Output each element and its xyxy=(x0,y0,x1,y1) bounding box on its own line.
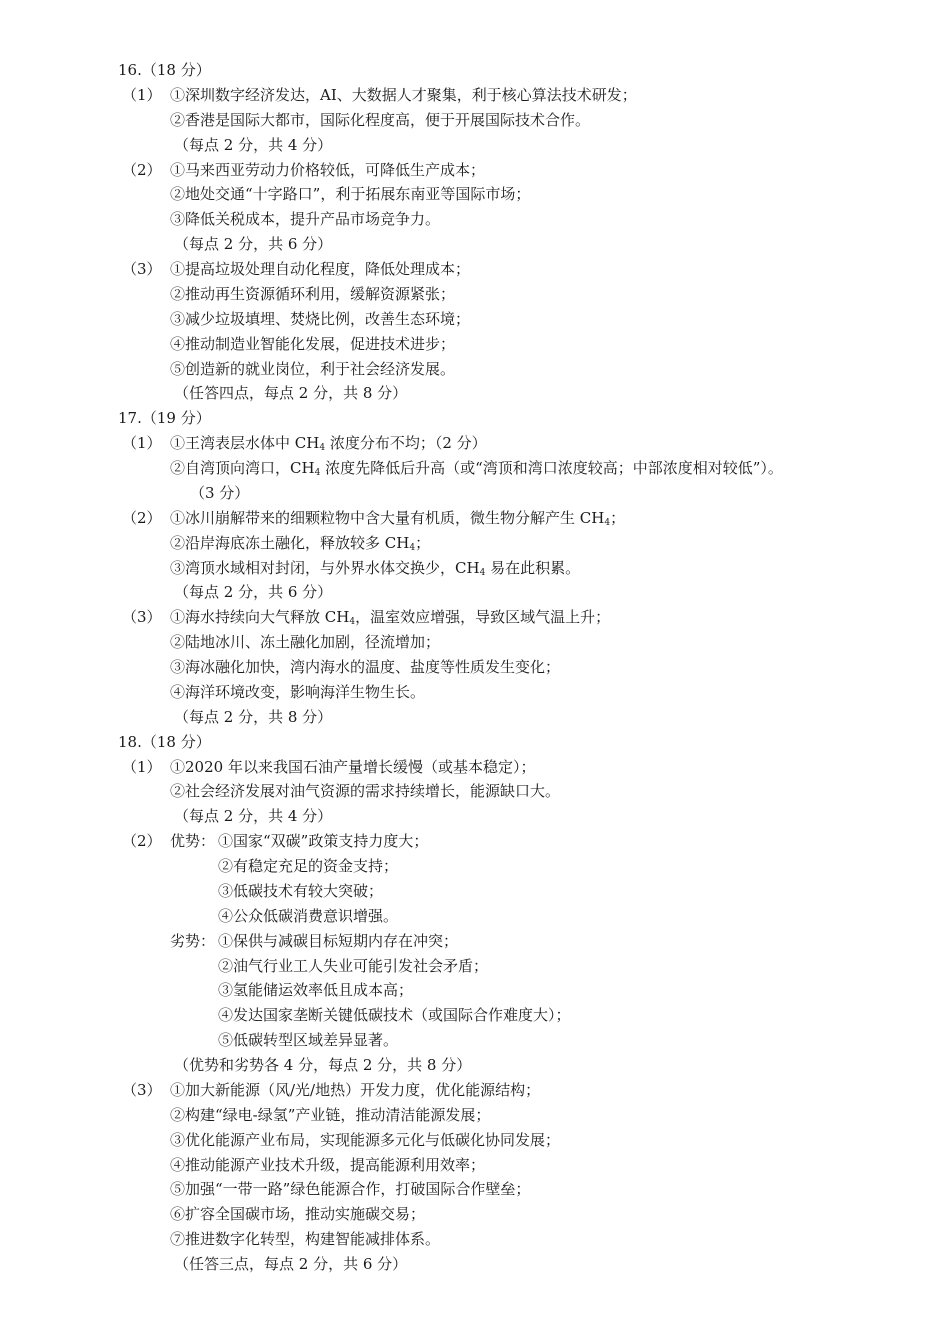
answer-item: ⑦推进数字化转型，构建智能减排体系。 xyxy=(170,1230,441,1249)
answer-item: ②地处交通“十字路口”，利于拓展东南亚等国际市场； xyxy=(170,185,531,204)
question-score: （18 分） xyxy=(141,732,211,751)
question-number: 16. xyxy=(118,61,142,79)
answer-item: ④推动能源产业技术升级，提高能源利用效率； xyxy=(170,1155,486,1174)
answer-text: 浓度先降低后升高（或“湾顶和湾口浓度较高；中部浓度相对较低”）。 xyxy=(320,459,783,477)
answer-item: ③优化能源产业布局，实现能源多元化与低碳化协同发展； xyxy=(170,1130,561,1149)
answer-text: ①王湾表层水体中 CH xyxy=(170,434,320,453)
scoring-note: （每点 2 分，共 8 分） xyxy=(174,707,333,726)
answer-text: ②沿岸海底冻土融化，释放较多 CH xyxy=(170,533,410,552)
subscript: 4 xyxy=(604,517,611,528)
question-score: （18 分） xyxy=(141,61,211,79)
scoring-note: （任答四点，每点 2 分，共 8 分） xyxy=(174,384,408,403)
question-18-title xyxy=(118,730,918,755)
q18-part2-adv-item1 xyxy=(118,829,918,854)
q18-part2-dis-item3 xyxy=(118,978,918,1003)
answer-text: ②自湾顶向湾口，CH xyxy=(170,459,315,477)
q16-part1-scoring xyxy=(118,133,918,158)
answer-item: ②构建“绿电-绿氢”产业链，推动清洁能源发展； xyxy=(170,1105,491,1124)
part-label: （1） xyxy=(122,757,162,776)
answer-text: 浓度分布不均；（2 分） xyxy=(325,434,487,453)
part-label: （3） xyxy=(122,1080,162,1099)
q17-part3-scoring xyxy=(118,705,918,730)
part-label: （1） xyxy=(122,85,162,104)
question-score: （19 分） xyxy=(141,409,211,428)
subscript: 4 xyxy=(319,443,326,454)
disadvantages-label: 劣势： xyxy=(170,931,216,950)
q17-part3-item3 xyxy=(118,655,918,680)
q18-part2-dis-item2 xyxy=(118,954,918,979)
answer-item: ⑥扩容全国碳市场，推动实施碳交易； xyxy=(170,1205,426,1224)
part-label: （3） xyxy=(122,608,162,627)
scoring-note: （每点 2 分，共 6 分） xyxy=(174,235,333,254)
q18-part2-scoring xyxy=(118,1053,918,1078)
q18-part2-dis-item1 xyxy=(118,929,918,954)
answer-item: ①保供与减碳目标短期内存在冲突； xyxy=(218,931,459,950)
q18-part3-item2 xyxy=(118,1103,918,1128)
q16-part3-item4 xyxy=(118,332,918,357)
answer-item: ⑤加强“一带一路”绿色能源合作，打破国际合作壁垒； xyxy=(170,1180,531,1199)
part-label: （2） xyxy=(122,832,162,851)
answer-item: ②油气行业工人失业可能引发社会矛盾； xyxy=(218,956,489,975)
scoring-note: （每点 2 分，共 6 分） xyxy=(174,583,333,602)
advantages-label: 优势： xyxy=(170,832,216,851)
answer-text: ①海水持续向大气释放 CH xyxy=(170,608,350,627)
q18-part3-item3 xyxy=(118,1128,918,1153)
q18-part2-dis-item5 xyxy=(118,1028,918,1053)
q16-part2-item2 xyxy=(118,182,918,207)
answer-item: ①加大新能源（风/光/地热）开发力度，优化能源结构； xyxy=(170,1080,541,1099)
q18-part1-scoring xyxy=(118,804,918,829)
part-label: （2） xyxy=(122,160,162,179)
q17-part3-item4 xyxy=(118,680,918,705)
answer-item: ②社会经济发展对油气资源的需求持续增长，能源缺口大。 xyxy=(170,782,561,801)
answer-item: ①提高垃圾处理自动化程度，降低处理成本； xyxy=(170,260,471,278)
answer-text: ①冰川崩解带来的细颗粒物中含大量有机质，微生物分解产生 CH xyxy=(170,508,605,527)
subscript: 4 xyxy=(349,617,356,628)
answer-item: ③减少垃圾填埋、焚烧比例，改善生态环境； xyxy=(170,309,471,328)
answer-text: ； xyxy=(415,533,431,552)
answer-item: ①国家“双碳”政策支持力度大； xyxy=(218,832,429,851)
answer-text: ③海冰融化加快，湾内海水的温度、盐度等性质发生变化； xyxy=(170,658,561,676)
q17-part1-item2 xyxy=(118,456,918,481)
q17-part3-item1 xyxy=(118,605,918,630)
q17-part2-item2 xyxy=(118,531,918,556)
q17-part3-item2 xyxy=(118,630,918,655)
q18-part3-item7 xyxy=(118,1227,918,1252)
q16-part2-item1 xyxy=(118,158,918,183)
q17-part1-item1 xyxy=(118,431,918,456)
scoring-note: （每点 2 分，共 4 分） xyxy=(174,135,333,154)
q16-part2-scoring xyxy=(118,232,918,257)
q16-part2-item3 xyxy=(118,207,918,232)
answer-text: ②陆地冰川、冻土融化加剧，径流增加； xyxy=(170,633,441,652)
answer-text: ④海洋环境改变，影响海洋生物生长。 xyxy=(170,682,426,701)
scoring-note: （优势和劣势各 4 分，每点 2 分，共 8 分） xyxy=(174,1056,472,1074)
q18-part3-scoring xyxy=(118,1252,918,1277)
answer-item: ④发达国家垄断关键低碳技术（或国际合作难度大）； xyxy=(218,1006,571,1025)
subscript: 4 xyxy=(314,468,321,478)
q18-part2-adv-item2 xyxy=(118,854,918,879)
q18-part1-item1 xyxy=(118,755,918,780)
answer-item: ②推动再生资源循环利用，缓解资源紧张； xyxy=(170,284,456,303)
answer-item: ④公众低碳消费意识增强。 xyxy=(218,906,399,925)
q18-part1-item2 xyxy=(118,779,918,804)
q18-part3-item5 xyxy=(118,1177,918,1202)
answer-document xyxy=(118,58,918,1277)
scoring-note: （每点 2 分，共 4 分） xyxy=(174,807,333,826)
part-label: （3） xyxy=(122,260,162,278)
q16-part1-item1 xyxy=(118,83,918,108)
answer-item: ③氢能储运效率低且成本高； xyxy=(218,981,414,1000)
answer-item: ②有稳定充足的资金支持； xyxy=(218,857,399,875)
scoring-note: （3 分） xyxy=(190,483,250,502)
q16-part3-item5 xyxy=(118,357,918,382)
question-number: 18. xyxy=(118,732,142,751)
q17-part2-item3 xyxy=(118,556,918,581)
part-label: （1） xyxy=(122,434,162,453)
q16-part3-item3 xyxy=(118,307,918,332)
question-17-title xyxy=(118,406,918,431)
answer-item: ②香港是国际大都市，国际化程度高，便于开展国际技术合作。 xyxy=(170,110,591,129)
answer-text: ③湾顶水域相对封闭，与外界水体交换少，CH xyxy=(170,558,480,577)
q16-part3-item2 xyxy=(118,282,918,307)
answer-item: ④推动制造业智能化发展，促进技术进步； xyxy=(170,334,456,353)
answer-text: ； xyxy=(610,508,626,527)
answer-item: ①2020 年以来我国石油产量增长缓慢（或基本稳定）； xyxy=(170,757,536,776)
q16-part3-scoring xyxy=(118,381,918,406)
question-number: 17. xyxy=(118,409,142,428)
q18-part2-adv-item3 xyxy=(118,879,918,904)
q17-part2-scoring xyxy=(118,580,918,605)
subscript: 4 xyxy=(409,542,416,553)
q17-part1-extra-score xyxy=(118,481,918,506)
answer-item: ③低碳技术有较大突破； xyxy=(218,881,384,900)
answer-text: ，温室效应增强，导致区域气温上升； xyxy=(355,608,611,627)
q18-part3-item1 xyxy=(118,1078,918,1103)
q18-part3-item4 xyxy=(118,1153,918,1178)
answer-item: ③降低关税成本，提升产品市场竞争力。 xyxy=(170,210,441,229)
q18-part2-dis-item4 xyxy=(118,1003,918,1028)
answer-text: 易在此积累。 xyxy=(485,558,581,577)
q16-part1-item2 xyxy=(118,108,918,133)
part-label: （2） xyxy=(122,508,162,527)
answer-item: ⑤创造新的就业岗位，利于社会经济发展。 xyxy=(170,359,456,378)
subscript: 4 xyxy=(479,567,486,578)
q18-part2-adv-item4 xyxy=(118,904,918,929)
q17-part2-item1 xyxy=(118,506,918,531)
answer-item: ①深圳数字经济发达，AI、大数据人才聚集，利于核心算法技术研发； xyxy=(170,85,637,104)
answer-item: ①马来西亚劳动力价格较低，可降低生产成本； xyxy=(170,160,486,179)
scoring-note: （任答三点，每点 2 分，共 6 分） xyxy=(174,1255,408,1273)
q16-part3-item1 xyxy=(118,257,918,282)
q18-part3-item6 xyxy=(118,1202,918,1227)
answer-item: ⑤低碳转型区域差异显著。 xyxy=(218,1031,399,1050)
question-16-title xyxy=(118,58,918,83)
